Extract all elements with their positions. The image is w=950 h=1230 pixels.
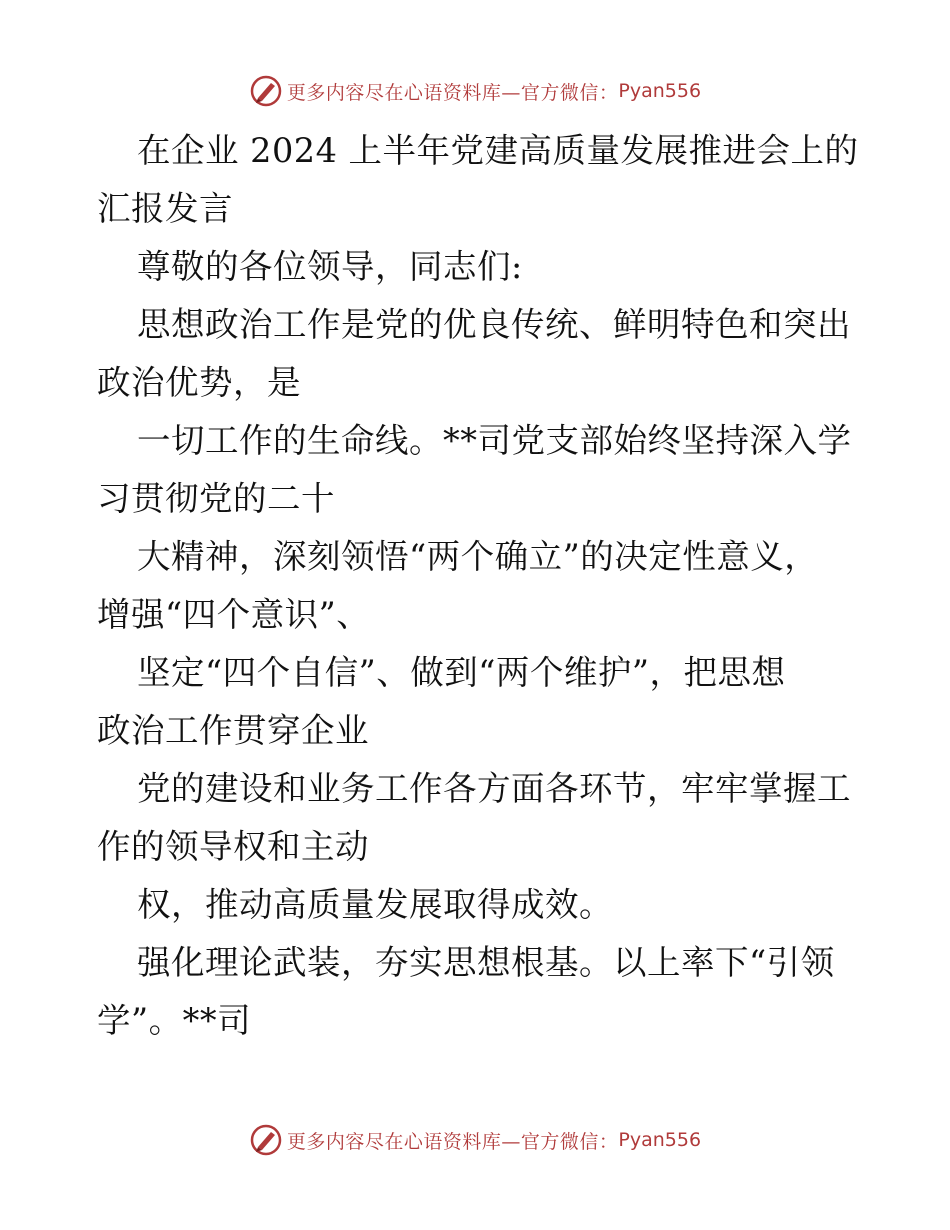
text-line: 强化理论武装，夯实思想根基。以上率下“引领 [137,943,835,982]
pen-logo-icon [249,1123,283,1157]
footer-watermark-text: 更多内容尽在心语资料库—官方微信： [286,1130,619,1153]
text-line: 坚定“四个自信”、做到“两个维护”，把思想 [137,653,786,692]
text-line: 政治工作贯穿企业 [97,711,369,750]
text-line: 增强“四个意识”、 [97,595,371,634]
text-line: 政治优势，是 [97,363,301,402]
text-line: 学”。**司 [97,1001,252,1040]
footer-watermark [0,1120,950,1160]
text-line: 大精神，深刻领悟“两个确立”的决定性意义， [137,537,819,576]
text-line: 习贯彻党的二十 [97,479,335,518]
header-watermark-wechat-id: Pyan556 [618,80,702,102]
pen-logo-icon [249,74,283,108]
text-line: 思想政治工作是党的优良传统、鲜明特色和突出 [137,305,851,344]
text-line: 权，推动高质量发展取得成效。 [137,885,613,924]
text-line: 作的领导权和主动 [97,827,369,866]
document-body [97,122,857,1050]
text-line: 汇报发言 [97,189,233,228]
text-line: 一切工作的生命线。**司党支部始终坚持深入学 [137,421,852,460]
header-watermark [0,71,950,111]
footer-watermark-wechat-id: Pyan556 [618,1129,702,1151]
text-line: 党的建设和业务工作各方面各环节，牢牢掌握工 [137,769,851,808]
header-watermark-text: 更多内容尽在心语资料库—官方微信： [286,81,619,104]
text-line: 尊敬的各位领导，同志们: [137,247,523,286]
text-line: 在企业 2024 上半年党建高质量发展推进会上的 [137,131,859,170]
